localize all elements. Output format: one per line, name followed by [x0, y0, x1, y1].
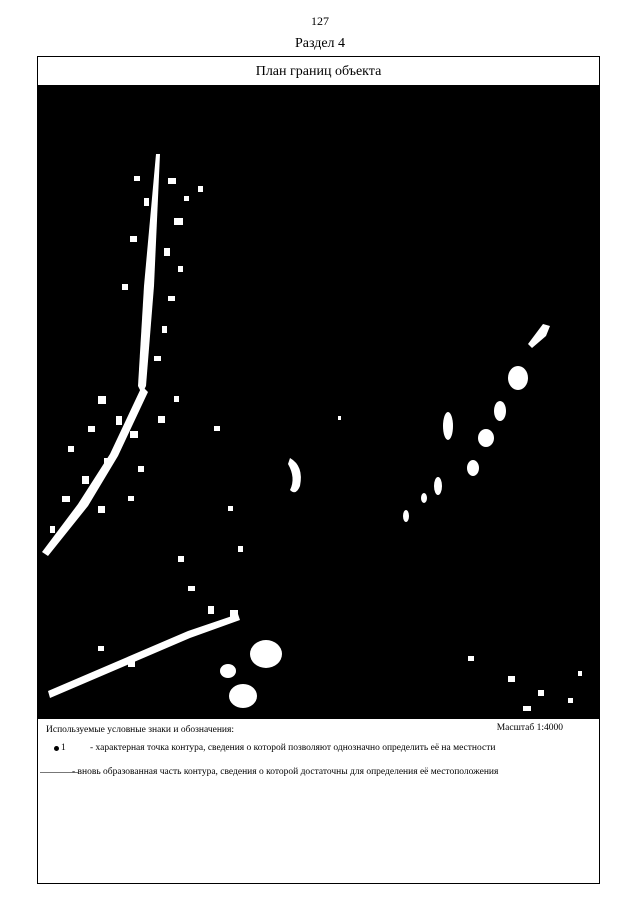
scale-label: Масштаб 1:4000 [496, 723, 563, 733]
legend-item-text: - вновь образованная часть контура, сведения о которой достаточны для определения её местоположения [72, 767, 499, 777]
point-number: 1 [61, 743, 66, 753]
legend-item-text: - характерная точка контура, сведения о которой позволяют однозначно определить её на местности [90, 743, 496, 753]
point-icon [54, 746, 59, 751]
aerial-map-image [38, 86, 599, 719]
page-number: 127 [311, 14, 329, 28]
plan-frame [37, 56, 600, 884]
plan-title: План границ объекта [38, 57, 599, 86]
section-title: Раздел 4 [294, 36, 346, 51]
legend-header: Используемые условные знаки и обозначения: [46, 725, 235, 735]
aerial-photo-drawing [38, 86, 599, 719]
